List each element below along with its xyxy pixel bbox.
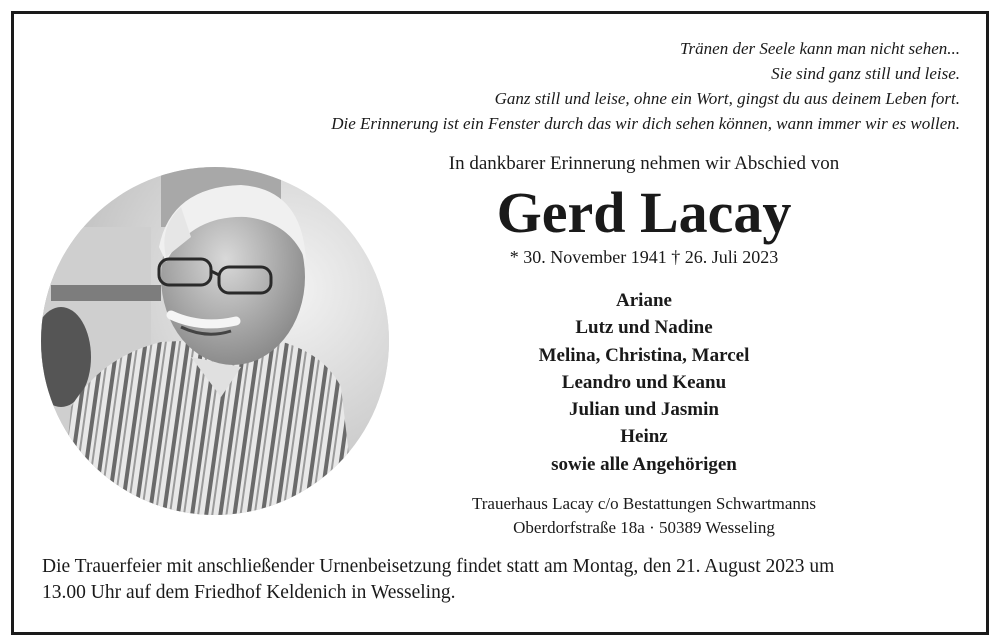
mourners-list xyxy=(344,287,944,478)
poem-line: Ganz still und leise, ohne ein Wort, gingst du aus deinem Leben fort. xyxy=(494,89,960,108)
service-line: 13.00 Uhr auf dem Friedhof Keldenich in Wesseling. xyxy=(42,582,456,603)
mourner-name: sowie alle Angehörigen xyxy=(551,453,737,475)
address-line: Oberdorfstraße 18a · 50389 Wesseling xyxy=(513,518,775,537)
mourner-name: Heinz xyxy=(620,426,668,448)
deceased-name: Gerd Lacay xyxy=(496,180,792,245)
poem-line: Die Erinnerung ist ein Fenster durch das wir dich sehen können, wann immer wir es wollen. xyxy=(331,114,960,133)
poem-line: Tränen der Seele kann man nicht sehen... xyxy=(680,39,960,58)
mourning-address xyxy=(344,492,944,540)
mourner-name: Julian und Jasmin xyxy=(569,399,719,421)
mourner-name: Melina, Christina, Marcel xyxy=(538,344,750,366)
mourner-name: Leandro und Keanu xyxy=(561,371,727,393)
portrait-photo xyxy=(41,167,389,515)
funeral-service-info xyxy=(42,554,972,606)
address-line: Trauerhaus Lacay c/o Bestattungen Schwartmanns xyxy=(471,494,816,513)
life-dates: * 30. November 1941 † 26. Juli 2023 xyxy=(509,247,779,267)
poem xyxy=(200,36,960,136)
intro-text: In dankbarer Erinnerung nehmen wir Abschied von xyxy=(448,153,840,174)
mourner-name: Lutz und Nadine xyxy=(575,317,713,339)
mourner-name: Ariane xyxy=(616,290,672,311)
service-line: Die Trauerfeier mit anschließender Urnenbeisetzung findet statt am Montag, den 21. August 2023 um xyxy=(42,556,835,577)
poem-line: Sie sind ganz still und leise. xyxy=(771,64,960,83)
